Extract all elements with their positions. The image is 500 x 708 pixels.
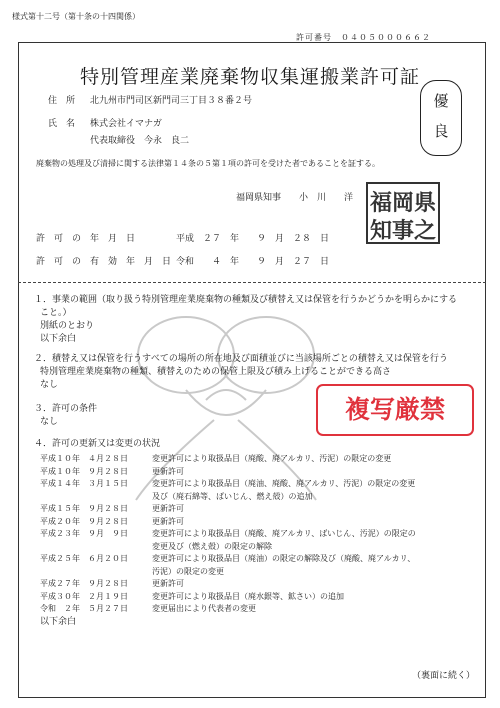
- name-label: 氏 名: [48, 119, 76, 129]
- history-text: 変更許可により取扱品目（廃油、廃酸、廃アルカリ、汚泥）の限定の変更: [152, 479, 416, 488]
- section4-heading: ４．許可の更新又は変更の状況: [34, 439, 161, 449]
- section2-heading: ２．積替え又は保管を行うすべての場所の所在地及び面積並びに当該場所ごとの積替え又は保管を行う: [34, 354, 448, 364]
- history-text: 変更許可により取扱品目（廃水銀等、鉱さい）の追加: [152, 591, 344, 601]
- section2-line2: 特別管理産業廃棄物の種類、積替えのための保管上限及び積み上げることができる高さ: [40, 367, 392, 377]
- certification-text: 廃棄物の処理及び清掃に関する法律第１４条の５第１項の許可を受けた者であることを証する。: [36, 159, 380, 168]
- history-date: 平成２５年 ６月２０日: [40, 554, 128, 563]
- seal-char-2: 岡: [392, 190, 415, 216]
- history-date: 平成１０年 ９月２８日: [40, 466, 128, 476]
- permit-date-label: 許 可 の 年 月 日: [36, 234, 136, 244]
- history-text: 変更許可により取扱品目（廃酸、廃アルカリ、汚泥）の限定の変更: [152, 454, 392, 463]
- section1-end: 以下余白: [40, 334, 77, 344]
- history-date: 平成２０年 ９月２８日: [40, 516, 128, 526]
- yusho-char-1: 優: [433, 92, 449, 110]
- history-text: 変更及び（燃え殻）の限定の解除: [152, 541, 272, 551]
- section1-line2: こと。）: [40, 308, 72, 318]
- section3-heading: ３．許可の条件: [34, 404, 98, 414]
- company-name: 株式会社イマナガ: [90, 119, 162, 129]
- document-title: 特別管理産業廃棄物収集運搬業許可証: [79, 66, 420, 88]
- representative: 代表取締役 今永 良二: [90, 136, 190, 146]
- form-number: 様式第十二号（第十条の十四関係）: [12, 12, 140, 21]
- seal-char-1: 福: [370, 190, 393, 216]
- history-text: 変更許可により取扱品目（廃酸、廃アルカリ、ばいじん、汚泥）の限定の: [152, 529, 416, 538]
- history-text: 汚泥）の限定の変更: [152, 566, 224, 576]
- seal-char-6: 之: [414, 218, 437, 244]
- section1-heading: １．事業の範囲（取り扱う特別管理産業廃棄物の種類及び積替え又は保管を行うかどうかを明らかにする: [34, 295, 458, 305]
- history-date: 平成１４年 ３月１５日: [40, 479, 128, 488]
- no-copy-stamp: 複写厳禁: [316, 384, 474, 436]
- continued-note: （裏面に続く）: [412, 671, 476, 681]
- section1-scope: 別紙のとおり: [40, 321, 95, 331]
- seal-char-4: 知: [370, 218, 393, 244]
- yusho-char-2: 良: [433, 122, 449, 140]
- history-date: 平成２７年 ９月２８日: [40, 579, 128, 588]
- validity-label: 許 可 の 有 効 年 月 日: [36, 257, 172, 267]
- history-date: 平成２３年 ９月 ９日: [40, 529, 128, 538]
- history-date: 平成１０年 ４月２８日: [40, 454, 128, 463]
- address-label: 住 所: [48, 96, 76, 106]
- history-date: 平成３０年 ２月１９日: [40, 591, 128, 601]
- validity-date: 令和 ４ 年 ９ 月 ２７ 日: [176, 257, 330, 267]
- divider: [18, 282, 486, 283]
- governor-name: 福岡県知事 小 川 洋: [236, 193, 354, 203]
- address-value: 北九州市門司区新門司三丁目３８番２号: [90, 96, 253, 106]
- history-text: 更新許可: [152, 504, 184, 513]
- permit-date: 平成 ２７ 年 ９ 月 ２８ 日: [176, 234, 330, 244]
- seal-char-3: 県: [414, 190, 437, 216]
- history-text: 更新許可: [152, 466, 184, 476]
- history-text: 変更許可により取扱品目（廃油）の限定の解除及び（廃酸、廃アルカリ、: [152, 554, 416, 563]
- history-text: 変更届出により代表者の変更: [152, 604, 256, 613]
- permit-number: 許可番号 ０４０５０００６６２: [296, 33, 431, 42]
- official-seal: [366, 182, 440, 244]
- history-date: 平成１５年 ９月２８日: [40, 504, 128, 513]
- history-text: 及び（廃石綿等、ばいじん、燃え殻）の追加: [152, 491, 313, 501]
- history-text: 更新許可: [152, 516, 184, 526]
- excellent-operator-mark: [420, 80, 462, 156]
- history-date: 令和 ２年 ５月２７日: [40, 604, 128, 613]
- end-note: 以下余白: [40, 617, 77, 627]
- history-text: 更新許可: [152, 579, 184, 588]
- seal-char-5: 事: [392, 218, 415, 244]
- section3-value: なし: [40, 417, 59, 427]
- section2-value: なし: [40, 380, 59, 390]
